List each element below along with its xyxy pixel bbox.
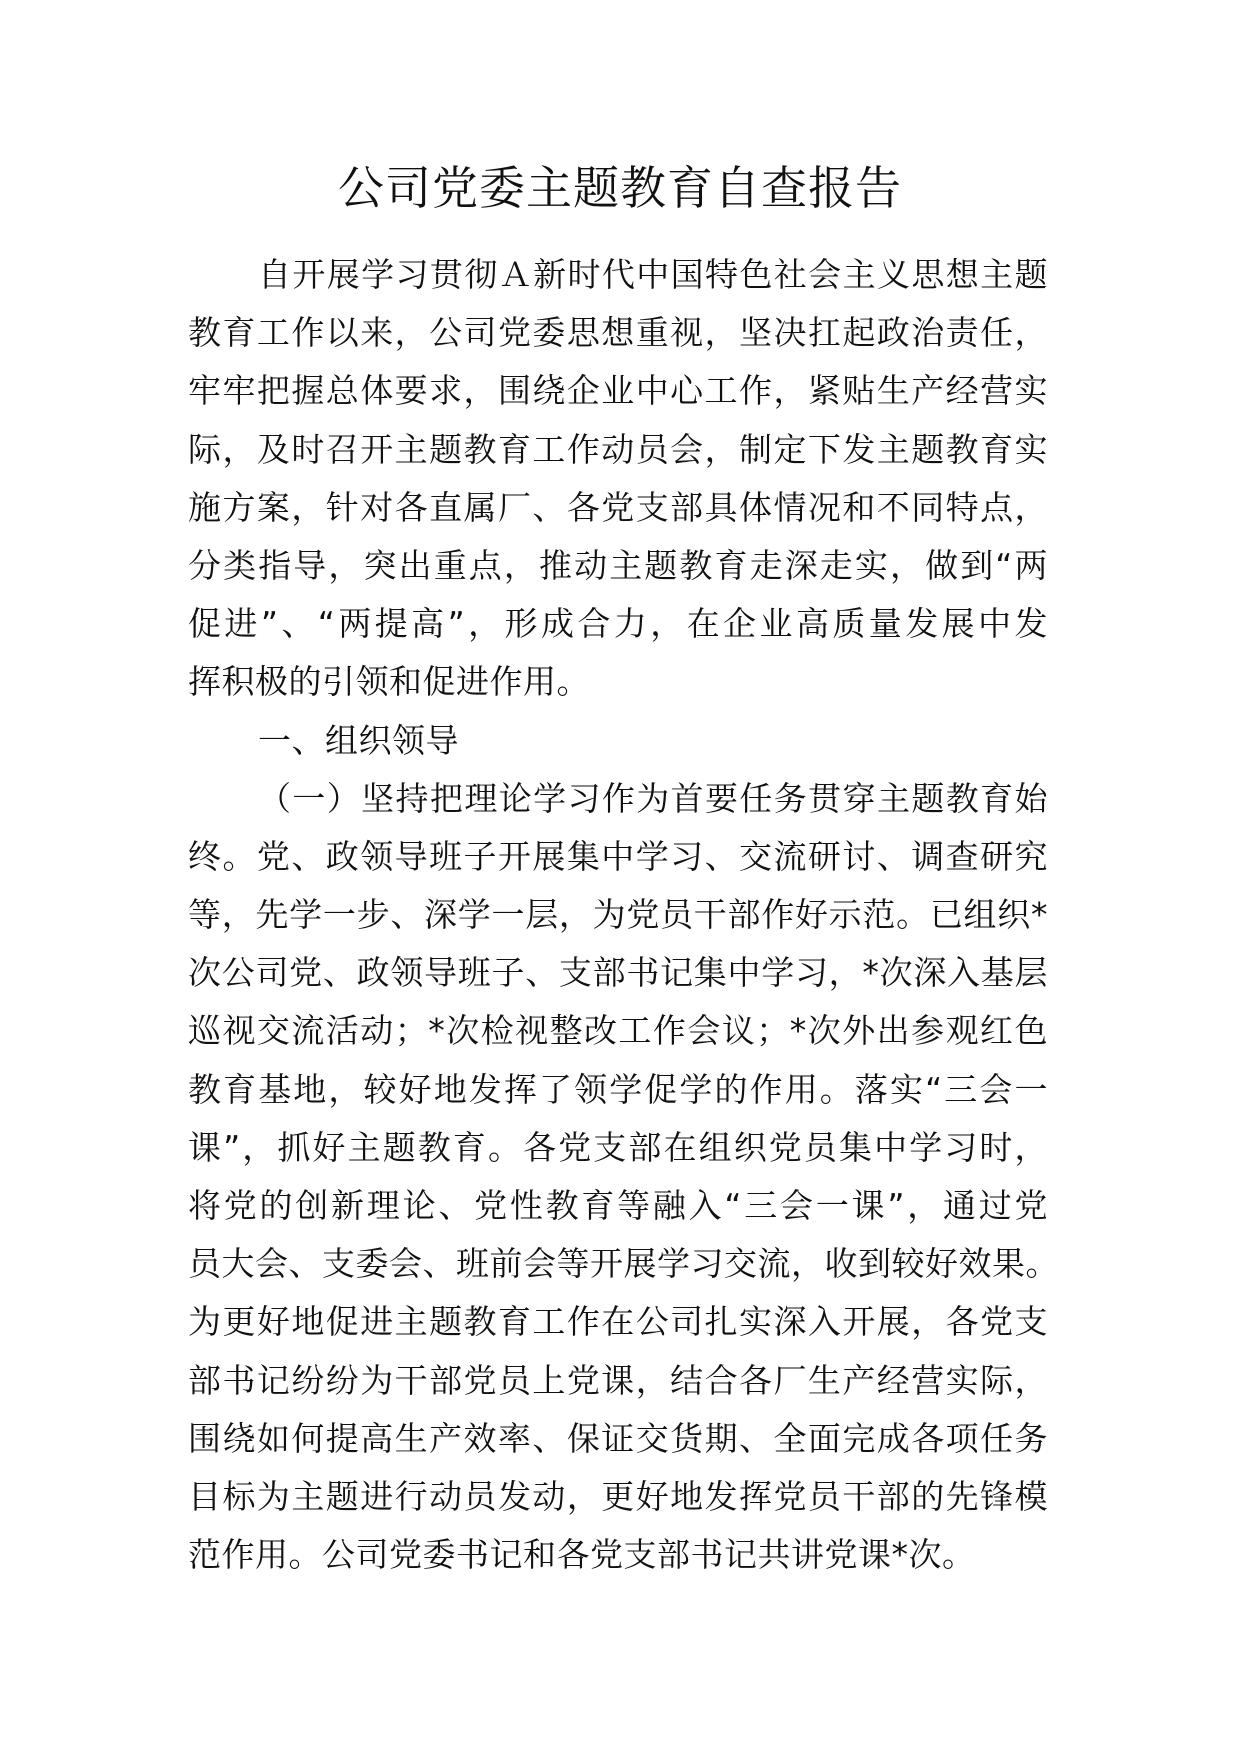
body-line: 员大会、支委会、班前会等开展学习交流，收到较好效果。 xyxy=(188,1244,1059,1284)
body-line: 部书记纷纷为干部党员上党课，结合各厂生产经营实际， xyxy=(188,1360,1048,1400)
subsection-heading-line: （一）坚持把理论学习作为首要任务贯穿主题教育始 xyxy=(258,778,1048,818)
section-heading: 一、组织领导 xyxy=(258,720,459,760)
body-line: 教育基地，较好地发挥了领学促学的作用。落实“三会一 xyxy=(188,1069,1048,1109)
body-line: 促进”、“两提高”，形成合力，在企业高质量发展中发 xyxy=(188,604,1048,644)
document-body xyxy=(188,246,1059,1584)
body-line: 目标为主题进行动员发动，更好地发挥党员干部的先锋模 xyxy=(188,1476,1048,1516)
body-line: 教育工作以来，公司党委思想重视，坚决扛起政治责任， xyxy=(188,313,1048,353)
body-line: 施方案，针对各直属厂、各党支部具体情况和不同特点， xyxy=(188,487,1048,527)
body-line: 挥积极的引领和促进作用。 xyxy=(188,662,590,702)
body-line: 分类指导，突出重点，推动主题教育走深走实，做到“两 xyxy=(188,545,1048,585)
body-line: 围绕如何提高生产效率、保证交货期、全面完成各项任务 xyxy=(188,1418,1048,1458)
body-line: 为更好地促进主题教育工作在公司扎实深入开展，各党支 xyxy=(188,1302,1048,1342)
body-line: 次公司党、政领导班子、支部书记集中学习，*次深入基层 xyxy=(188,953,1048,993)
document-title: 公司党委主题教育自查报告 xyxy=(338,161,902,215)
body-line: 将党的创新理论、党性教育等融入“三会一课”，通过党 xyxy=(188,1186,1048,1225)
body-line: 范作用。公司党委书记和各党支部书记共讲党课*次。 xyxy=(188,1535,976,1575)
body-line: 自开展学习贯彻Ａ新时代中国特色社会主义思想主题 xyxy=(258,255,1048,294)
body-line: 等，先学一步、深学一层，为党员干部作好示范。已组织* xyxy=(188,895,1048,935)
body-line: 际，及时召开主题教育工作动员会，制定下发主题教育实 xyxy=(188,429,1048,469)
body-line: 课”，抓好主题教育。各党支部在组织党员集中学习时， xyxy=(188,1127,1048,1167)
body-line: 巡视交流活动；*次检视整改工作会议；*次外出参观红色 xyxy=(188,1011,1048,1051)
body-line: 牢牢把握总体要求，围绕企业中心工作，紧贴生产经营实 xyxy=(188,371,1048,411)
body-line: 终。党、政领导班子开展集中学习、交流研讨、调查研究 xyxy=(188,836,1048,876)
